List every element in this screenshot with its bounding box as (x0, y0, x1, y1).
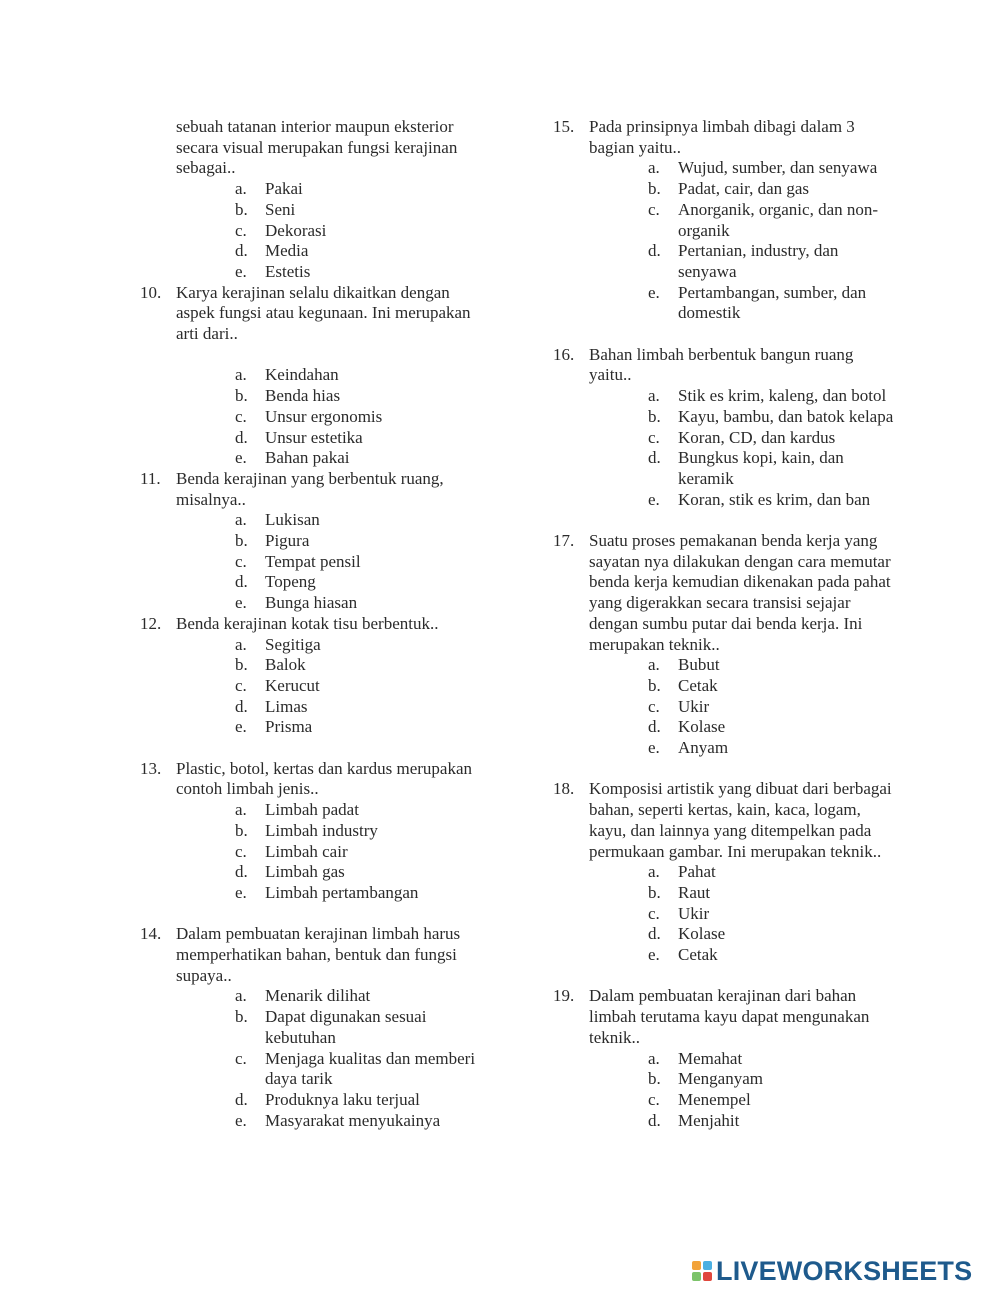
option-c[interactable] (235, 842, 485, 863)
option-b[interactable] (648, 676, 898, 697)
option-b[interactable] (235, 821, 485, 842)
question-13 (140, 759, 485, 904)
option-letter: c. (235, 220, 247, 240)
question-number: 16. (553, 344, 575, 364)
question-number: 10. (140, 282, 162, 302)
option-text: Unsur ergonomis (265, 406, 383, 426)
option-text: Limbah padat (265, 800, 359, 820)
option-text: Estetis (265, 261, 311, 281)
option-text: Limbah pertambangan (265, 882, 419, 902)
option-text: Menganyam (678, 1069, 763, 1089)
right-column (553, 117, 898, 1131)
question-14 (140, 924, 485, 1131)
option-a[interactable] (648, 386, 898, 407)
option-letter: c. (648, 427, 660, 447)
option-d[interactable] (235, 862, 485, 883)
option-text: Seni (265, 199, 296, 219)
option-letter: c. (235, 1048, 247, 1068)
option-a[interactable] (648, 1049, 898, 1070)
option-text: Masyarakat menyukainya (265, 1110, 441, 1130)
option-text: Kayu, bambu, dan batok kelapa (678, 406, 894, 426)
option-text: Menempel (678, 1089, 751, 1109)
option-letter: c. (648, 199, 660, 219)
option-text: Koran, CD, dan kardus (678, 427, 836, 447)
logo-text: LIVEWORKSHEETS (716, 1255, 973, 1286)
option-letter: b. (648, 1069, 661, 1089)
option-letter: c. (235, 406, 247, 426)
option-list (176, 365, 485, 469)
option-d[interactable] (235, 697, 485, 718)
option-c[interactable] (235, 552, 485, 573)
option-letter: d. (648, 924, 661, 944)
option-letter: a. (235, 800, 247, 820)
question-text: sebuah tatanan interior maupun eksterior secara visual merupakan fungsi kerajinan sebagai.. (176, 117, 458, 178)
option-letter: e. (235, 448, 247, 468)
option-d[interactable] (648, 1111, 898, 1132)
option-d[interactable] (235, 1090, 485, 1111)
option-letter: a. (235, 179, 247, 199)
option-a[interactable] (648, 655, 898, 676)
option-text: Lukisan (265, 510, 320, 530)
option-text: Limbah gas (265, 862, 345, 882)
option-a[interactable] (235, 510, 485, 531)
option-letter: d. (648, 448, 661, 468)
option-c[interactable] (648, 428, 898, 449)
option-letter: c. (235, 551, 247, 571)
option-text: Anyam (678, 738, 729, 758)
option-text: Pahat (678, 862, 716, 882)
option-d[interactable] (648, 924, 898, 945)
option-b[interactable] (235, 386, 485, 407)
option-letter: a. (648, 655, 660, 675)
option-text: Cetak (678, 675, 718, 695)
option-list (176, 635, 485, 739)
option-letter: a. (648, 1048, 660, 1068)
option-e[interactable] (648, 738, 898, 759)
question-11 (140, 469, 485, 614)
option-a[interactable] (235, 986, 485, 1007)
option-text: Topeng (265, 572, 316, 592)
option-list (176, 510, 485, 614)
option-a[interactable] (648, 862, 898, 883)
option-e[interactable] (648, 945, 898, 966)
option-a[interactable] (235, 800, 485, 821)
option-list (589, 158, 898, 324)
liveworksheets-logo[interactable] (692, 1256, 972, 1286)
left-column (140, 117, 485, 1131)
option-letter: b. (235, 531, 248, 551)
option-e[interactable] (235, 593, 485, 614)
option-b[interactable] (648, 179, 898, 200)
option-letter: e. (648, 738, 660, 758)
question-text: Dalam pembuatan kerajinan limbah harus memperhatikan bahan, bentuk dan fungsi supaya.. (176, 924, 461, 985)
option-b[interactable] (648, 883, 898, 904)
question-text: Komposisi artistik yang dibuat dari berbagai bahan, seperti kertas, kain, kaca, logam, kayu, dan lainnya yang ditempelkan pada permukaan gambar. Ini merupakan teknik.. (589, 779, 892, 861)
option-letter: e. (648, 945, 660, 965)
option-letter: d. (235, 1090, 248, 1109)
option-text: Kolase (678, 924, 726, 944)
option-text: Limas (265, 696, 308, 716)
option-text: Limbah cair (265, 841, 348, 861)
option-letter: b. (235, 1007, 248, 1027)
option-text: Produknya laku terjual (265, 1090, 420, 1109)
logo-square-green (692, 1272, 701, 1281)
question-text: Benda kerajinan kotak tisu berbentuk.. (176, 613, 439, 633)
liveworksheets-logo-icon (692, 1261, 712, 1281)
option-text: Padat, cair, dan gas (678, 179, 810, 199)
option-text: Pertanian, industry, dan senyawa (678, 241, 839, 281)
option-text: Menarik dilihat (265, 986, 371, 1006)
logo-square-red (703, 1272, 712, 1281)
question-number: 18. (553, 779, 575, 799)
option-text: Prisma (265, 717, 313, 737)
option-letter: e. (235, 261, 247, 281)
option-letter: a. (235, 986, 247, 1006)
option-letter: c. (648, 1089, 660, 1109)
question-16 (553, 345, 898, 511)
option-text: Limbah industry (265, 820, 378, 840)
option-text: Bunga hiasan (265, 593, 358, 613)
option-d[interactable] (648, 241, 898, 282)
option-letter: e. (235, 717, 247, 737)
question-15 (553, 117, 898, 324)
option-letter: e. (235, 1110, 247, 1130)
option-list (589, 1049, 898, 1132)
question-19 (553, 986, 898, 1131)
option-c[interactable] (648, 1090, 898, 1111)
option-e[interactable] (235, 448, 485, 469)
option-letter: d. (235, 427, 248, 447)
option-c[interactable] (648, 697, 898, 718)
option-letter: e. (648, 282, 660, 302)
option-letter: d. (235, 572, 248, 592)
question-text: Plastic, botol, kertas dan kardus merupakan contoh limbah jenis.. (176, 758, 473, 799)
question-text: Benda kerajinan yang berbentuk ruang, misalnya.. (176, 468, 444, 509)
option-letter: b. (648, 179, 661, 199)
option-text: Pigura (265, 531, 310, 551)
option-b[interactable] (648, 1069, 898, 1090)
question-text: Pada prinsipnya limbah dibagi dalam 3 bagian yaitu.. (589, 117, 855, 157)
option-letter: c. (648, 696, 660, 716)
question-text: Bahan limbah berbentuk bangun ruang yaitu.. (589, 344, 854, 385)
option-text: Pertambangan, sumber, dan domestik (678, 282, 867, 323)
option-list (176, 986, 485, 1131)
option-text: Kolase (678, 717, 726, 737)
option-e[interactable] (235, 262, 485, 283)
option-letter: d. (235, 862, 248, 882)
option-text: Bungkus kopi, kain, dan keramik (678, 448, 844, 488)
option-c[interactable] (235, 1049, 485, 1090)
option-d[interactable] (648, 717, 898, 738)
option-letter: c. (235, 675, 247, 695)
question-number: 15. (553, 117, 575, 136)
option-text: Menjahit (678, 1110, 740, 1130)
option-text: Dapat digunakan sesuai kebutuhan (265, 1007, 427, 1047)
question-number: 14. (140, 924, 162, 944)
option-text: Ukir (678, 903, 710, 923)
option-text: Bahan pakai (265, 448, 350, 468)
option-text: Menjaga kualitas dan memberi daya tarik (265, 1048, 476, 1089)
question-number: 19. (553, 986, 575, 1006)
question-text: Suatu proses pemakanan benda kerja yang sayatan nya dilakukan dengan cara memutar benda kerja kemudian dikenakan pada pahat yang digerakkan secara transisi sejajar dengan sumbu putar dai benda kerja. Ini merupakan teknik.. (589, 531, 891, 654)
option-letter: b. (648, 882, 661, 902)
option-d[interactable] (648, 448, 898, 489)
option-list (176, 179, 485, 283)
question-number: 11. (140, 468, 161, 488)
option-c[interactable] (235, 407, 485, 428)
option-text: Kerucut (265, 675, 320, 695)
option-letter: d. (648, 241, 661, 261)
option-c[interactable] (235, 221, 485, 242)
option-a[interactable] (235, 365, 485, 386)
question-number: 17. (553, 531, 575, 551)
option-d[interactable] (235, 428, 485, 449)
option-e[interactable] (235, 1111, 485, 1132)
option-e[interactable] (648, 490, 898, 511)
question-18 (553, 779, 898, 965)
question-number: 12. (140, 613, 162, 633)
option-d[interactable] (235, 241, 485, 262)
option-a[interactable] (648, 158, 898, 179)
question-10 (140, 283, 485, 469)
option-letter: b. (235, 386, 248, 406)
option-text: Unsur estetika (265, 427, 363, 447)
option-text: Anorganik, organic, dan non-organik (678, 199, 879, 240)
option-letter: b. (648, 675, 661, 695)
option-letter: b. (235, 199, 248, 219)
option-letter: a. (235, 510, 247, 530)
option-list (589, 655, 898, 759)
option-text: Bubut (678, 655, 720, 675)
option-c[interactable] (648, 904, 898, 925)
option-letter: a. (648, 386, 660, 406)
option-text: Pakai (265, 179, 303, 199)
option-c[interactable] (235, 676, 485, 697)
option-list (589, 862, 898, 966)
option-e[interactable] (235, 717, 485, 738)
option-letter: c. (235, 841, 247, 861)
option-text: Koran, stik es krim, dan ban (678, 489, 871, 509)
option-letter: d. (235, 696, 248, 716)
option-letter: b. (235, 655, 248, 675)
option-text: Media (265, 241, 309, 261)
option-a[interactable] (235, 179, 485, 200)
logo-square-blue (703, 1261, 712, 1270)
option-text: Benda hias (265, 386, 341, 406)
option-letter: e. (235, 882, 247, 902)
option-letter: a. (235, 365, 247, 385)
option-b[interactable] (235, 200, 485, 221)
option-d[interactable] (235, 572, 485, 593)
option-text: Keindahan (265, 365, 339, 385)
option-letter: b. (235, 820, 248, 840)
option-c[interactable] (648, 200, 898, 241)
option-text: Ukir (678, 696, 710, 716)
option-letter: b. (648, 406, 661, 426)
option-text: Memahat (678, 1048, 743, 1068)
option-b[interactable] (648, 407, 898, 428)
option-list (176, 800, 485, 904)
option-e[interactable] (235, 883, 485, 904)
question-text: Karya kerajinan selalu dikaitkan dengan aspek fungsi atau kegunaan. Ini merupakan arti dari.. (176, 282, 471, 344)
option-b[interactable] (235, 655, 485, 676)
option-letter: d. (235, 241, 248, 261)
option-text: Tempat pensil (265, 551, 361, 571)
question-text: Dalam pembuatan kerajinan dari bahan limbah terutama kayu dapat mengunakan teknik.. (589, 986, 870, 1047)
question-number: 13. (140, 758, 162, 778)
question-12 (140, 614, 485, 738)
option-letter: a. (235, 634, 247, 654)
option-text: Dekorasi (265, 220, 327, 240)
option-text: Cetak (678, 945, 718, 965)
question-9-continuation (176, 117, 485, 283)
option-e[interactable] (648, 283, 898, 324)
option-text: Segitiga (265, 634, 321, 654)
option-letter: e. (648, 489, 660, 509)
option-letter: d. (648, 1110, 661, 1130)
question-17 (553, 531, 898, 759)
option-b[interactable] (235, 531, 485, 552)
option-b[interactable] (235, 1007, 485, 1048)
option-letter: e. (235, 593, 247, 613)
option-letter: d. (648, 717, 661, 737)
option-list (589, 386, 898, 510)
option-text: Stik es krim, kaleng, dan botol (678, 386, 887, 406)
option-letter: c. (648, 903, 660, 923)
option-text: Balok (265, 655, 306, 675)
option-text: Wujud, sumber, dan senyawa (678, 158, 878, 178)
option-letter: a. (648, 862, 660, 882)
option-a[interactable] (235, 635, 485, 656)
option-text: Raut (678, 882, 711, 902)
logo-square-orange (692, 1261, 701, 1270)
option-letter: a. (648, 158, 660, 178)
